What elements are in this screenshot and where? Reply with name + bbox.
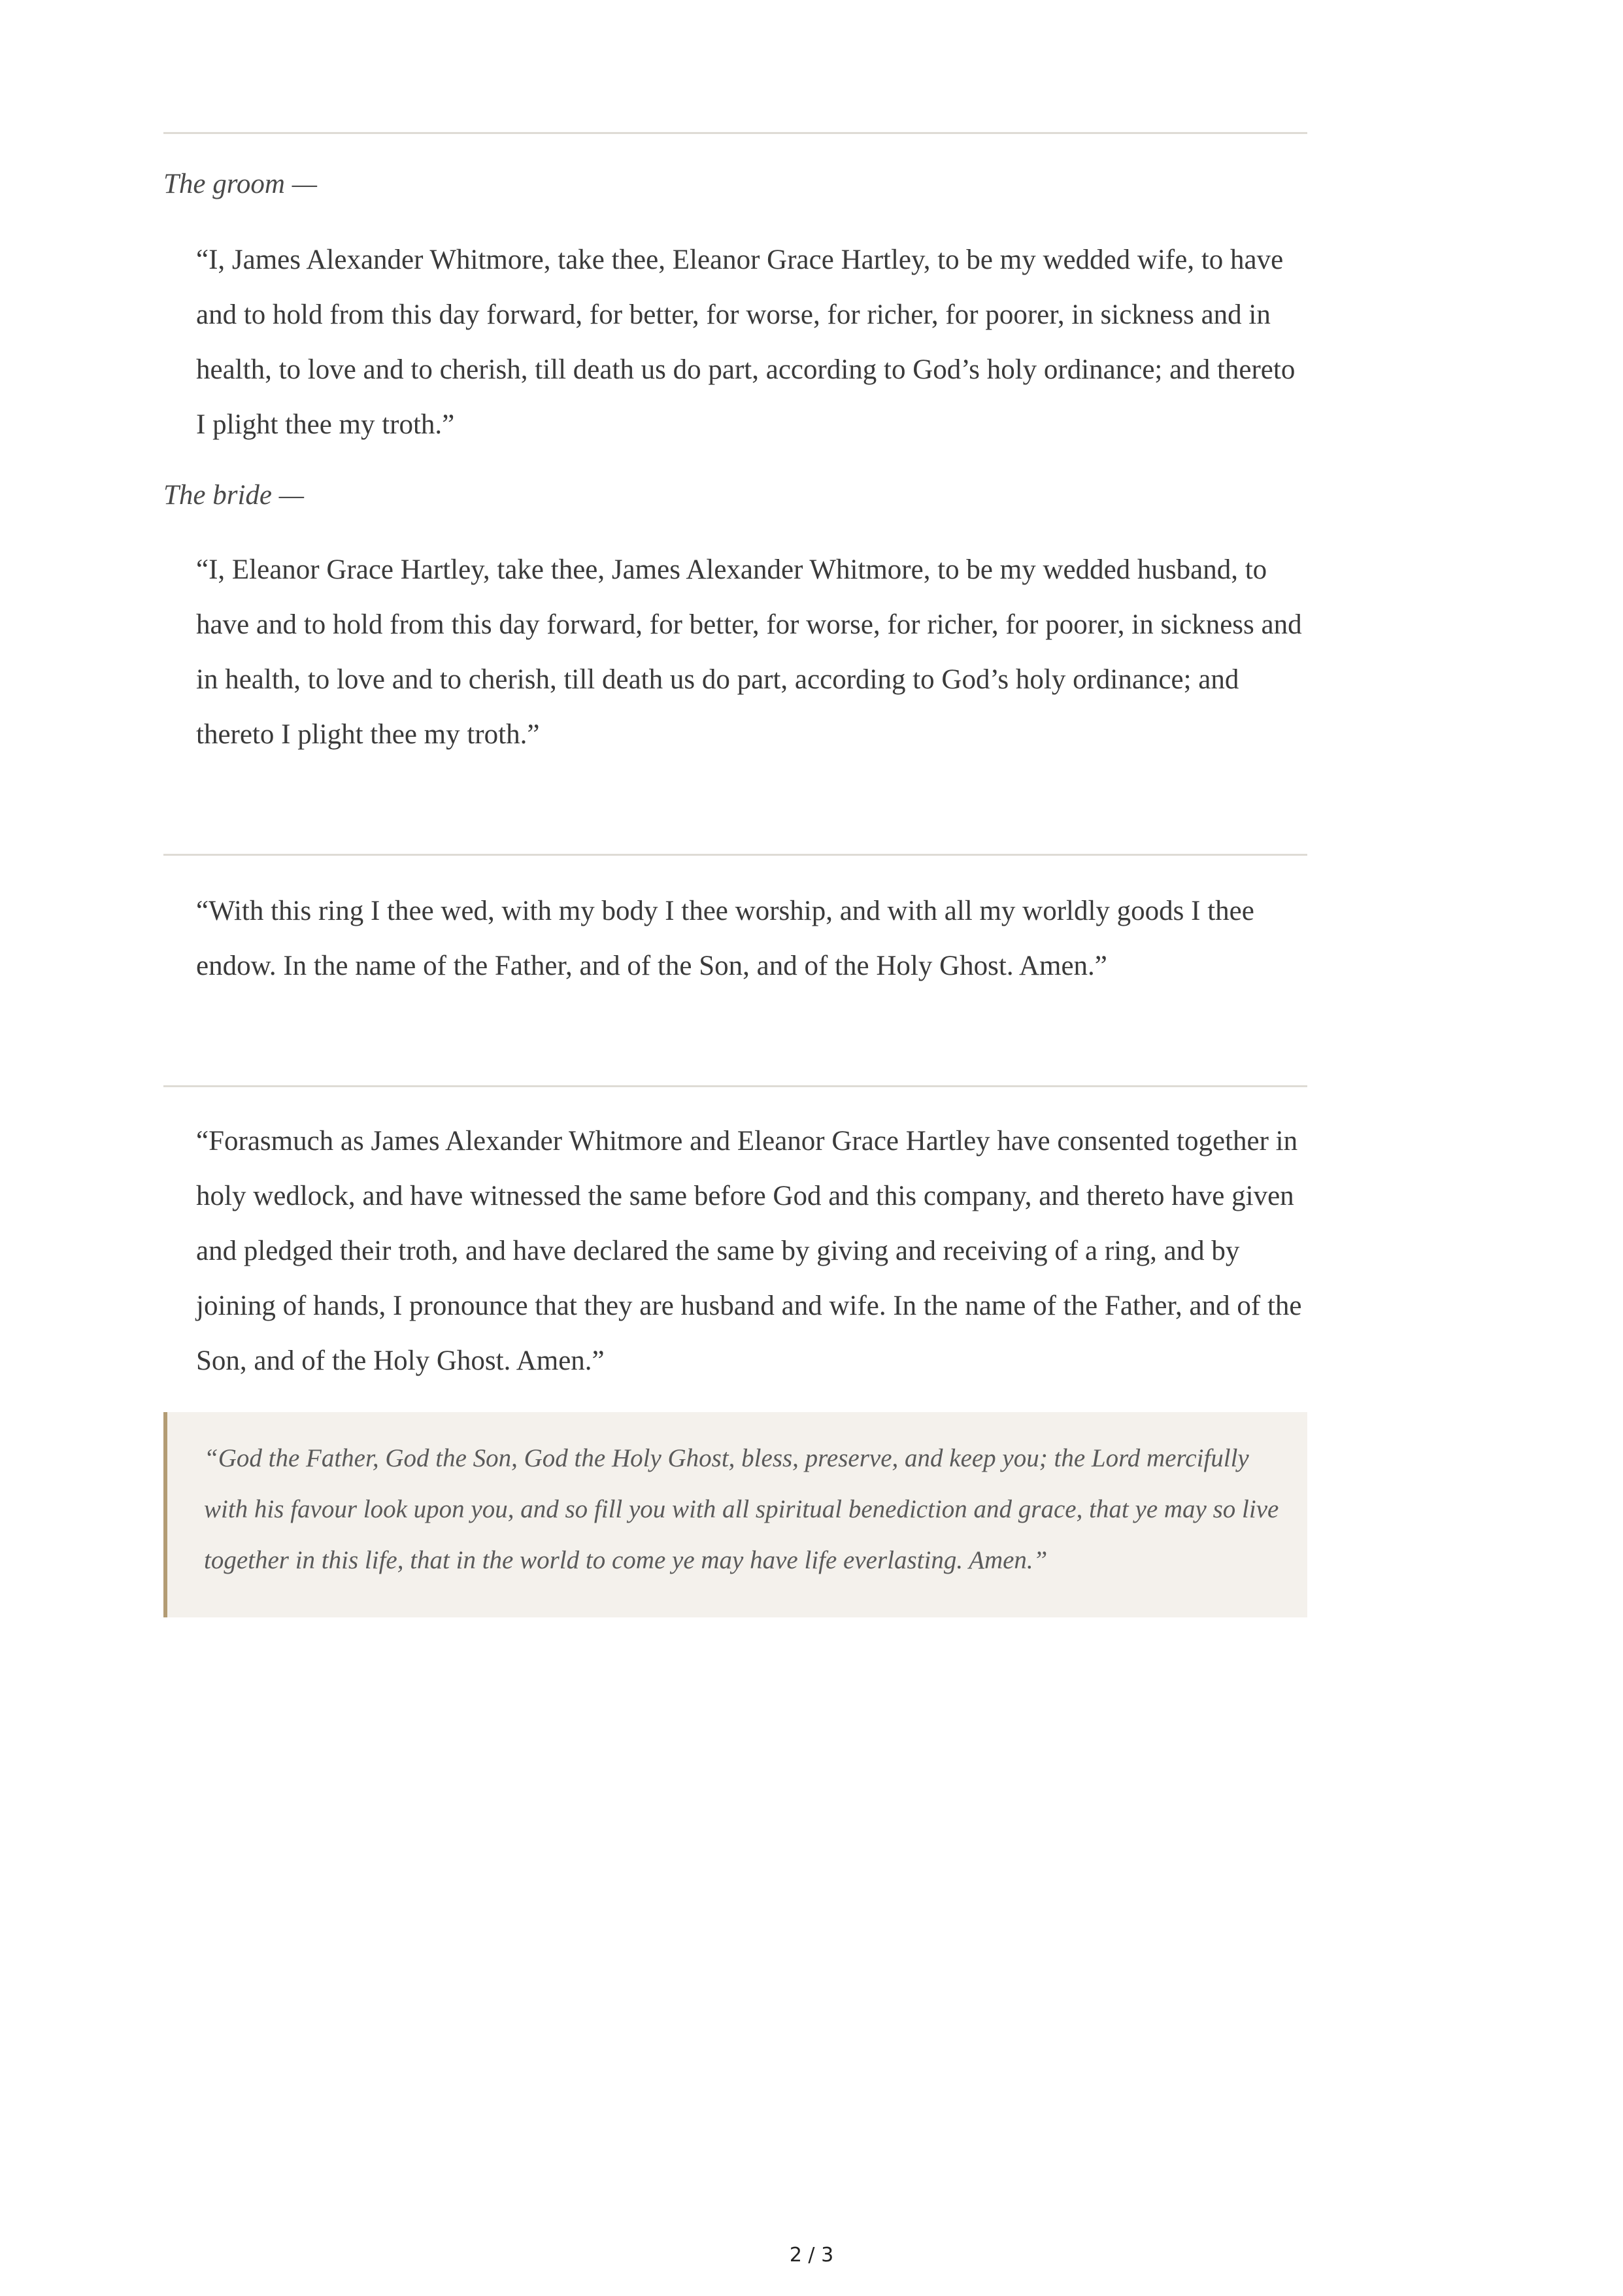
bride-speaker-label: The bride — <box>163 480 304 511</box>
blessing-quote-block <box>163 1412 1307 1617</box>
groom-vow-text: “I, James Alexander Whitmore, take thee, Eleanor Grace Hartley, to be my wedded wife, to have and to hold from this day forward, for better, for worse, for richer, for poorer, in sickness and in health, to love and to cherish, till death us do part, according to God’s holy ordinance; and thereto I plight thee my troth.” <box>196 245 1296 440</box>
ring-vow-text: “With this ring I thee wed, with my body I thee worship, and with all my worldly goods I thee endow. In the name of the Father, and of the Son, and of the Holy Ghost. Amen.” <box>196 896 1254 981</box>
blessing-text: “God the Father, God the Son, God the Holy Ghost, bless, preserve, and keep you; the Lord mercifully with his favour look upon you, and so fill you with all spiritual benediction and grace, that ye may so live together in this life, that in the world to come ye may have life everlasting. Amen.” <box>204 1444 1279 1574</box>
bride-vow-text: “I, Eleanor Grace Hartley, take thee, James Alexander Whitmore, to be my wedded husband, to have and to hold from this day forward, for better, for worse, for richer, for poorer, in sickness and in health, to love and to cherish, till death us do part, according to God’s holy ordinance; and thereto I plight thee my troth.” <box>196 554 1302 750</box>
section-divider-ring <box>163 854 1307 856</box>
pronouncement-text: “Forasmuch as James Alexander Whitmore and Eleanor Grace Hartley have consented together in holy wedlock, and have witnessed the same before God and this company, and thereto have given and pledged their troth, and have declared the same by giving and receiving of a ring, and by joining of hands, I pronounce that they are husband and wife. In the name of the Father, and of the Son, and of the Holy Ghost. Amen.” <box>196 1126 1302 1376</box>
section-divider-pronouncement <box>163 1085 1307 1087</box>
page-number: 2 / 3 <box>789 2244 834 2267</box>
section-divider-top <box>163 132 1307 134</box>
groom-speaker-label: The groom — <box>163 169 317 199</box>
